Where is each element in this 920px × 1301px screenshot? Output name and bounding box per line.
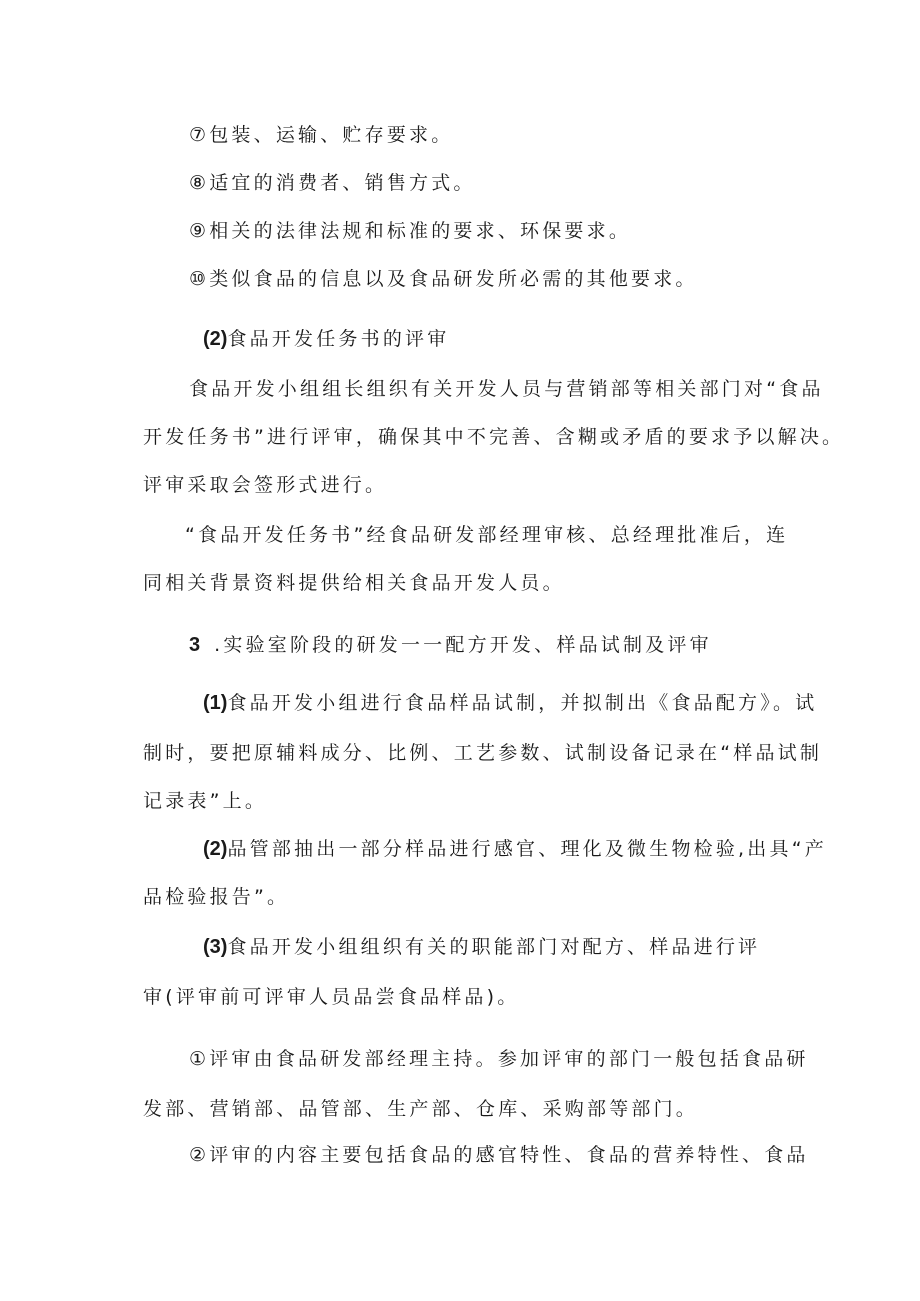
paragraph-line: 开发任务书”进行评审，确保其中不完善、含糊或矛盾的要求予以解决。 <box>143 426 845 448</box>
paragraph-line: 制时，要把原辅料成分、比例、工艺参数、试制设备记录在“样品试制 <box>143 742 823 764</box>
list-item-9: ⑨相关的法律法规和标准的要求、环保要求。 <box>189 220 632 242</box>
paragraph-line: ①评审由食品研发部经理主持。参加评审的部门一般包括食品研 <box>189 1048 809 1070</box>
paragraph-line <box>203 836 827 862</box>
item-number: (2) <box>203 838 228 860</box>
paragraph-line: 同相关背景资料提供给相关食品开发人员。 <box>143 572 565 594</box>
item-text: 食品开发小组组织有关的职能部门对配方、样品进行评 <box>227 936 761 958</box>
item-number: (1) <box>203 692 228 714</box>
list-item-8: ⑧适宜的消费者、销售方式。 <box>189 172 476 194</box>
section-title: 食品开发任务书的评审 <box>227 328 450 350</box>
item-text: 品管部抽出一部分样品进行感官、理化及微生物检验,出具“产 <box>227 838 827 860</box>
section-heading-2 <box>203 326 449 352</box>
section-heading-3 <box>189 632 712 658</box>
paragraph-line: 记录表”上。 <box>143 790 268 812</box>
paragraph-line <box>203 690 817 716</box>
paragraph-line: 发部、营销部、品管部、生产部、仓库、采购部等部门。 <box>143 1098 699 1120</box>
paragraph-line: 食品开发小组组长组织有关开发人员与营销部等相关部门对“食品 <box>189 378 824 400</box>
paragraph-line: “食品开发任务书”经食品研发部经理审核、总经理批准后，连 <box>185 524 789 546</box>
paragraph-line: ②评审的内容主要包括食品的感官特性、食品的营养特性、食品 <box>189 1144 809 1166</box>
paragraph-line: 评审采取会签形式进行。 <box>143 474 388 496</box>
paragraph-line: 品检验报告”。 <box>143 886 290 908</box>
item-number: (3) <box>203 936 228 958</box>
paragraph-line: 审(评审前可评审人员品尝食品样品)。 <box>143 986 520 1008</box>
item-text: 食品开发小组进行食品样品试制，并拟制出《食品配方》。试 <box>227 692 818 714</box>
list-item-10: ⑩类似食品的信息以及食品研发所必需的其他要求。 <box>189 268 698 290</box>
section-number: 3 <box>189 634 201 656</box>
section-title: .实验室阶段的研发一一配方开发、样品试制及评审 <box>214 634 712 656</box>
section-number: (2) <box>203 328 228 350</box>
paragraph-line <box>203 934 760 960</box>
list-item-7: ⑦包装、运输、贮存要求。 <box>189 124 454 146</box>
